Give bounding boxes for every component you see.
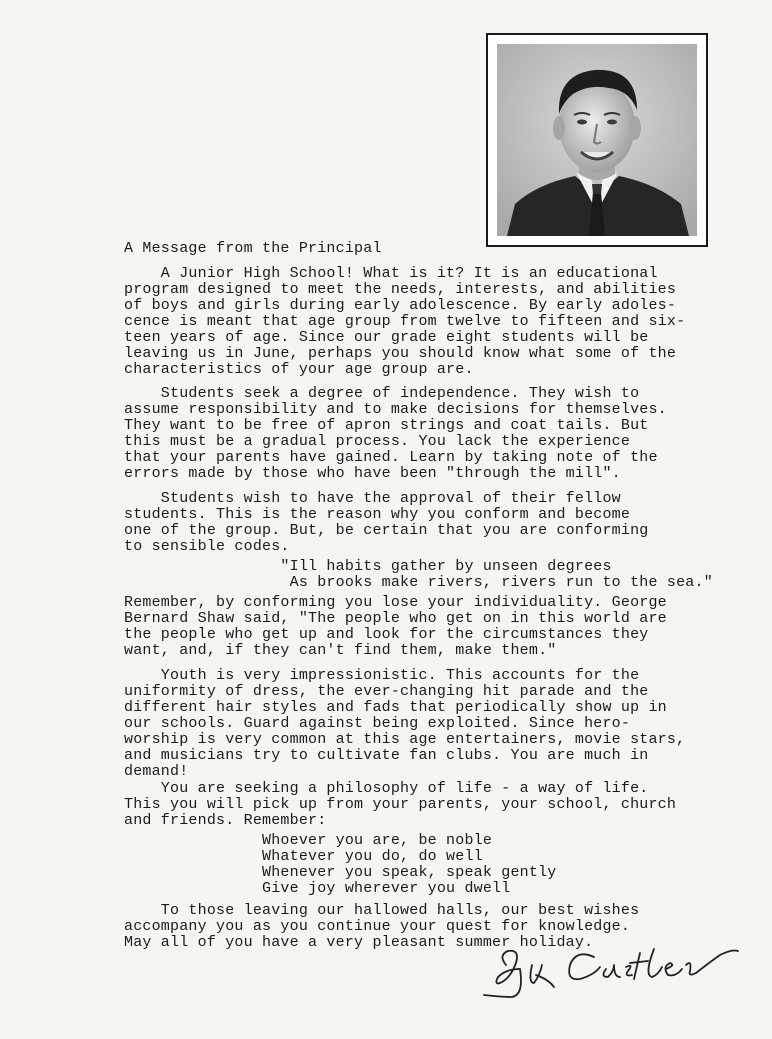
text-line: A Junior High School! What is it? It is an educational bbox=[124, 265, 658, 282]
text-line: and friends. Remember: bbox=[124, 812, 327, 829]
text-line: They want to be free of apron strings and coat tails. But bbox=[124, 417, 649, 434]
text-line: Students seek a degree of independence. They wish to bbox=[124, 385, 640, 402]
text-line: program designed to meet the needs, interests, and abilities bbox=[124, 281, 677, 298]
paragraph-6 bbox=[124, 781, 724, 829]
text-line: different hair styles and fads that periodically show up in bbox=[124, 699, 667, 716]
text-line: this must be a gradual process. You lack the experience bbox=[124, 433, 631, 450]
text-line: worship is very common at this age entertainers, movie stars, bbox=[124, 731, 686, 748]
text-line: accompany you as you continue your quest for knowledge. bbox=[124, 918, 631, 935]
quote-line: "Ill habits gather by unseen degrees bbox=[124, 558, 612, 575]
text-line: errors made by those who have been "through the mill". bbox=[124, 465, 621, 482]
poem-line: Give joy wherever you dwell bbox=[124, 880, 511, 897]
text-line: leaving us in June, perhaps you should know what some of the bbox=[124, 345, 677, 362]
principal-portrait-image bbox=[497, 44, 697, 236]
principal-photo-frame bbox=[486, 33, 708, 247]
text-line: Remember, by conforming you lose your individuality. George bbox=[124, 594, 667, 611]
poem-line: Whoever you are, be noble bbox=[124, 832, 493, 849]
text-line: and musicians try to cultivate fan clubs. You are much in bbox=[124, 747, 649, 764]
page-heading bbox=[124, 241, 724, 257]
text-line: assume responsibility and to make decisions for themselves. bbox=[124, 401, 667, 418]
text-line: May all of you have a very pleasant summer holiday. bbox=[124, 934, 594, 951]
paragraph-3 bbox=[124, 491, 724, 555]
quotation bbox=[124, 559, 724, 591]
text-line: our schools. Guard against being exploited. Since hero- bbox=[124, 715, 631, 732]
paragraph-2 bbox=[124, 386, 724, 482]
principal-photo bbox=[497, 44, 697, 236]
text-line: that your parents have gained. Learn by taking note of the bbox=[124, 449, 658, 466]
poem-line: Whenever you speak, speak gently bbox=[124, 864, 557, 881]
text-line: students. This is the reason why you conform and become bbox=[124, 506, 631, 523]
text-line: teen years of age. Since our grade eight students will be bbox=[124, 329, 649, 346]
text-line: Bernard Shaw said, "The people who get on in this world are bbox=[124, 610, 667, 627]
text-line: want, and, if they can't find them, make them." bbox=[124, 642, 557, 659]
text-line: Students wish to have the approval of their fellow bbox=[124, 490, 621, 507]
signature-image bbox=[476, 935, 746, 1005]
text-line: demand! bbox=[124, 763, 189, 780]
text-line: of boys and girls during early adolescence. By early adoles- bbox=[124, 297, 677, 314]
text-line: the people who get up and look for the circumstances they bbox=[124, 626, 649, 643]
poem-line: Whatever you do, do well bbox=[124, 848, 483, 865]
text-line: characteristics of your age group are. bbox=[124, 361, 474, 378]
text-line: cence is meant that age group from twelve to fifteen and six- bbox=[124, 313, 686, 330]
text-line: You are seeking a philosophy of life - a way of life. bbox=[124, 780, 649, 797]
text-line: This you will pick up from your parents, your school, church bbox=[124, 796, 677, 813]
text-line: to sensible codes. bbox=[124, 538, 290, 555]
quote-line: As brooks make rivers, rivers run to the sea." bbox=[124, 574, 713, 591]
principal-signature bbox=[476, 935, 746, 1005]
text-line: To those leaving our hallowed halls, our best wishes bbox=[124, 902, 640, 919]
heading-text: A Message from the Principal bbox=[124, 240, 382, 257]
paragraph-4 bbox=[124, 595, 724, 659]
text-line: Youth is very impressionistic. This accounts for the bbox=[124, 667, 640, 684]
paragraph-1 bbox=[124, 266, 724, 378]
paragraph-5 bbox=[124, 668, 724, 780]
text-line: one of the group. But, be certain that you are conforming bbox=[124, 522, 649, 539]
text-line: uniformity of dress, the ever-changing hit parade and the bbox=[124, 683, 649, 700]
poem bbox=[124, 833, 724, 897]
